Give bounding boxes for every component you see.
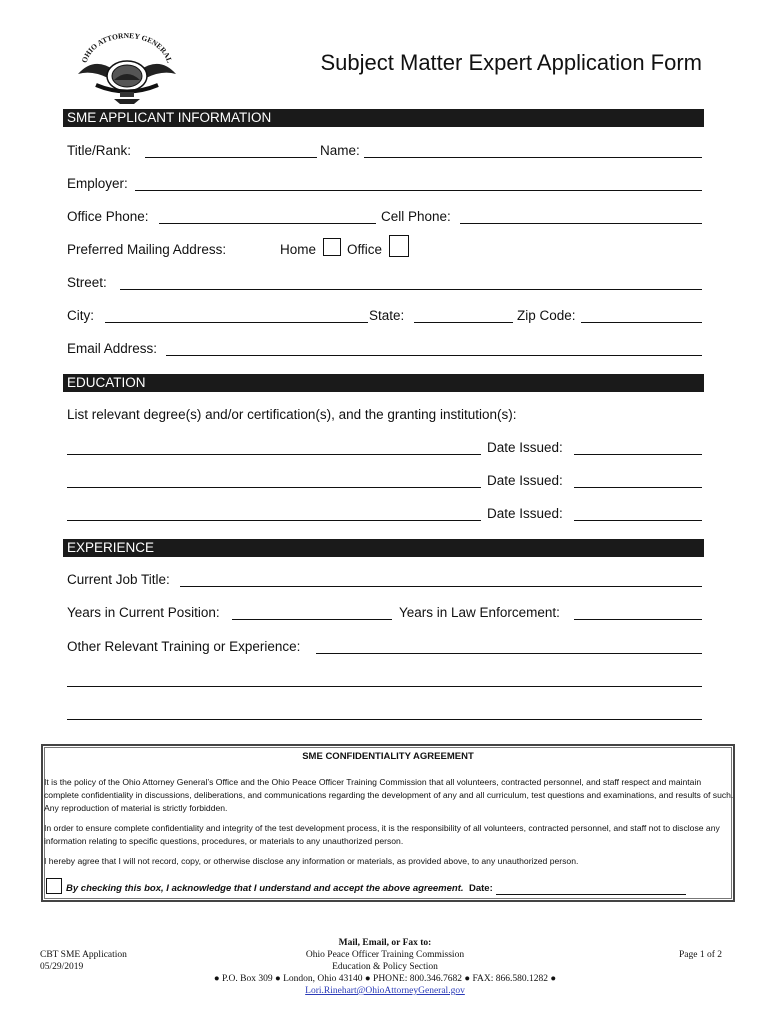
cell-phone-label: Cell Phone: [381, 209, 451, 224]
degree-field[interactable] [67, 520, 481, 521]
date-issued-label: Date Issued: [487, 440, 563, 455]
date-issued-field[interactable] [574, 487, 702, 488]
footer-section: Education & Policy Section [332, 962, 438, 972]
date-issued-label: Date Issued: [487, 506, 563, 521]
other-training-field[interactable] [316, 653, 702, 654]
degree-field[interactable] [67, 454, 481, 455]
zip-field[interactable] [581, 322, 702, 323]
confidentiality-title: SME CONFIDENTIALITY AGREEMENT [302, 751, 474, 762]
email-label: Email Address: [67, 341, 158, 356]
ack-date-label: Date: [469, 883, 493, 894]
section-header-sme-info: SME APPLICANT INFORMATION [63, 109, 704, 127]
other-training-label: Other Relevant Training or Experience: [67, 639, 301, 654]
office-checkbox[interactable] [389, 235, 409, 257]
office-label: Office [347, 242, 383, 257]
years-le-field[interactable] [574, 619, 702, 620]
date-issued-field[interactable] [574, 454, 702, 455]
section-header-education: EDUCATION [63, 374, 704, 392]
svg-text:OHIO ATTORNEY GENERAL [80, 31, 175, 64]
street-field[interactable] [120, 289, 702, 290]
other-training-line[interactable] [67, 686, 702, 687]
other-training-line[interactable] [67, 719, 702, 720]
footer-form-date: 05/29/2019 [40, 962, 84, 972]
footer-mail-to: Mail, Email, or Fax to: [338, 938, 432, 948]
home-checkbox[interactable] [323, 238, 341, 256]
confidentiality-paragraph-3: I hereby agree that I will not record, copy, or otherwise disclose any information or materials, as provided above, to any unauthorized person. [44, 856, 579, 866]
form-title: Subject Matter Expert Application Form [320, 50, 702, 75]
confidentiality-paragraph-1: It is the policy of the Ohio Attorney General’s Office and the Ohio Peace Officer Training Commission that all volunteers, contracted personnel, and staff respect and maintain complete confidentiality in discussions, deliberations, and communications regarding the development of any and all curriculum, test questions and examinations, and results of such. Any reproduction of material is strictly forbidden. [44, 777, 734, 813]
employer-label: Employer: [67, 176, 128, 191]
city-field[interactable] [105, 322, 368, 323]
office-phone-label: Office Phone: [67, 209, 149, 224]
ack-date-field[interactable] [496, 894, 686, 895]
name-label: Name: [320, 143, 360, 158]
email-field[interactable] [166, 355, 702, 356]
state-label: State: [369, 308, 405, 323]
years-current-field[interactable] [232, 619, 392, 620]
acknowledge-text: By checking this box, I acknowledge that I understand and accept the above agreement. [66, 883, 464, 894]
years-le-label: Years in Law Enforcement: [399, 605, 560, 620]
section-header-experience: EXPERIENCE [63, 539, 704, 557]
cell-phone-field[interactable] [460, 223, 702, 224]
footer-form-name: CBT SME Application [40, 950, 127, 960]
footer-contact-line: ● P.O. Box 309 ● London, Ohio 43140 ● PHONE: 800.346.7682 ● FAX: 866.580.1282 ● [213, 974, 557, 984]
office-phone-field[interactable] [159, 223, 376, 224]
title-rank-field[interactable] [145, 157, 317, 158]
state-field[interactable] [414, 322, 513, 323]
zip-label: Zip Code: [517, 308, 576, 323]
years-current-label: Years in Current Position: [67, 605, 220, 620]
degree-field[interactable] [67, 487, 481, 488]
employer-field[interactable] [135, 190, 702, 191]
confidentiality-paragraph-2: In order to ensure complete confidentiality and integrity of the test development process, it is the responsibility of all volunteers, contracted personnel, and staff not to disclose any information relating to specific questions, procedures, or materials to any unauthorized person. [44, 823, 720, 846]
home-label: Home [280, 242, 317, 257]
preferred-mailing-label: Preferred Mailing Address: [67, 242, 227, 257]
footer-email-link[interactable]: Lori.Rinehart@OhioAttorneyGeneral.gov [305, 986, 465, 996]
city-label: City: [67, 308, 94, 323]
seal-text: OHIO ATTORNEY GENERAL [79, 30, 175, 64]
current-job-label: Current Job Title: [67, 572, 170, 587]
ohio-attorney-general-seal [74, 30, 180, 106]
name-field[interactable] [364, 157, 702, 158]
title-rank-label: Title/Rank: [67, 143, 132, 158]
acknowledge-checkbox[interactable] [46, 878, 62, 894]
street-label: Street: [67, 275, 107, 290]
date-issued-field[interactable] [574, 520, 702, 521]
footer-commission: Ohio Peace Officer Training Commission [305, 950, 465, 960]
footer-page-number: Page 1 of 2 [679, 950, 723, 960]
date-issued-label: Date Issued: [487, 473, 563, 488]
education-prompt: List relevant degree(s) and/or certification(s), and the granting institution(s): [67, 407, 517, 422]
current-job-field[interactable] [180, 586, 702, 587]
